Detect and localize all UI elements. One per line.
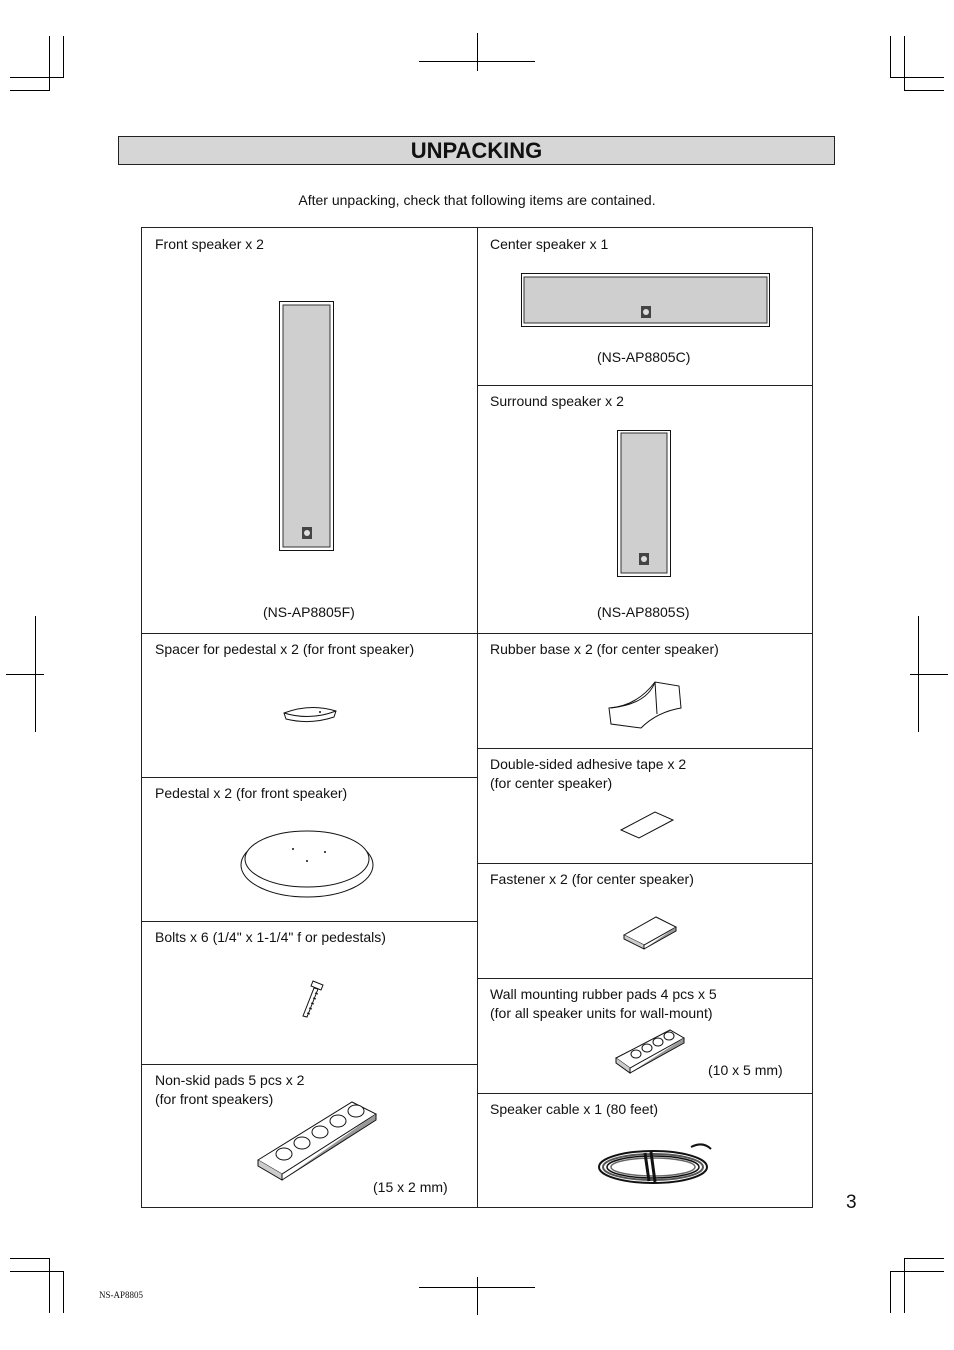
item-bolts (142, 921, 477, 1064)
item-spacer (142, 633, 477, 777)
spacer-illustration (282, 703, 338, 727)
item-label: Front speaker x 2 (155, 236, 264, 252)
model-number: (NS-AP8805S) (597, 604, 690, 620)
item-wall-pads (477, 978, 812, 1093)
item-label: Wall mounting rubber pads 4 pcs x 5 (for all speaker units for wall-mount) (490, 986, 717, 1021)
intro-text: After unpacking, check that following items are contained. (298, 192, 656, 208)
item-tape (477, 748, 812, 863)
item-label: Spacer for pedestal x 2 (for front speaker) (155, 641, 415, 657)
pedestal-illustration (239, 825, 375, 900)
pad-size: (10 x 5 mm) (708, 1062, 783, 1078)
section-title: UNPACKING (118, 136, 835, 165)
item-label: Speaker cable x 1 (80 feet) (490, 1101, 659, 1117)
item-label: Pedestal x 2 (for front speaker) (155, 785, 348, 801)
page-number: 3 (846, 1192, 857, 1213)
speaker-cable-illustration (595, 1137, 715, 1189)
item-center-speaker (477, 228, 812, 385)
center-speaker-illustration (521, 273, 771, 329)
wall-pads-illustration (614, 1028, 688, 1076)
fastener-illustration (622, 913, 678, 951)
pad-size: (15 x 2 mm) (373, 1179, 448, 1195)
item-surround-speaker (477, 385, 812, 633)
item-rubber-base (477, 633, 812, 748)
item-speaker-cable (477, 1093, 812, 1208)
bolt-illustration (297, 979, 327, 1021)
item-label: Non-skid pads 5 pcs x 2 (for front speakers) (155, 1072, 305, 1107)
model-number: (NS-AP8805F) (263, 604, 355, 620)
item-label: Bolts x 6 (1/4" x 1-1/4" f or pedestals) (155, 929, 386, 945)
non-skid-pads-illustration (256, 1100, 378, 1182)
item-non-skid-pads (142, 1064, 477, 1208)
item-fastener (477, 863, 812, 978)
surround-speaker-illustration (617, 430, 673, 580)
footer-code: NS-AP8805 (99, 1290, 144, 1300)
item-label: Center speaker x 1 (490, 236, 609, 252)
item-label: Double-sided adhesive tape x 2 (for center speaker) (490, 756, 687, 791)
item-front-speaker (142, 228, 477, 633)
item-label: Surround speaker x 2 (490, 393, 624, 409)
front-speaker-illustration (279, 301, 335, 553)
item-label: Fastener x 2 (for center speaker) (490, 871, 694, 887)
item-label: Rubber base x 2 (for center speaker) (490, 641, 719, 657)
items-table (141, 227, 813, 1208)
rubber-base-illustration (607, 678, 689, 730)
tape-illustration (619, 810, 675, 840)
model-number: (NS-AP8805C) (597, 349, 691, 365)
item-pedestal (142, 777, 477, 921)
